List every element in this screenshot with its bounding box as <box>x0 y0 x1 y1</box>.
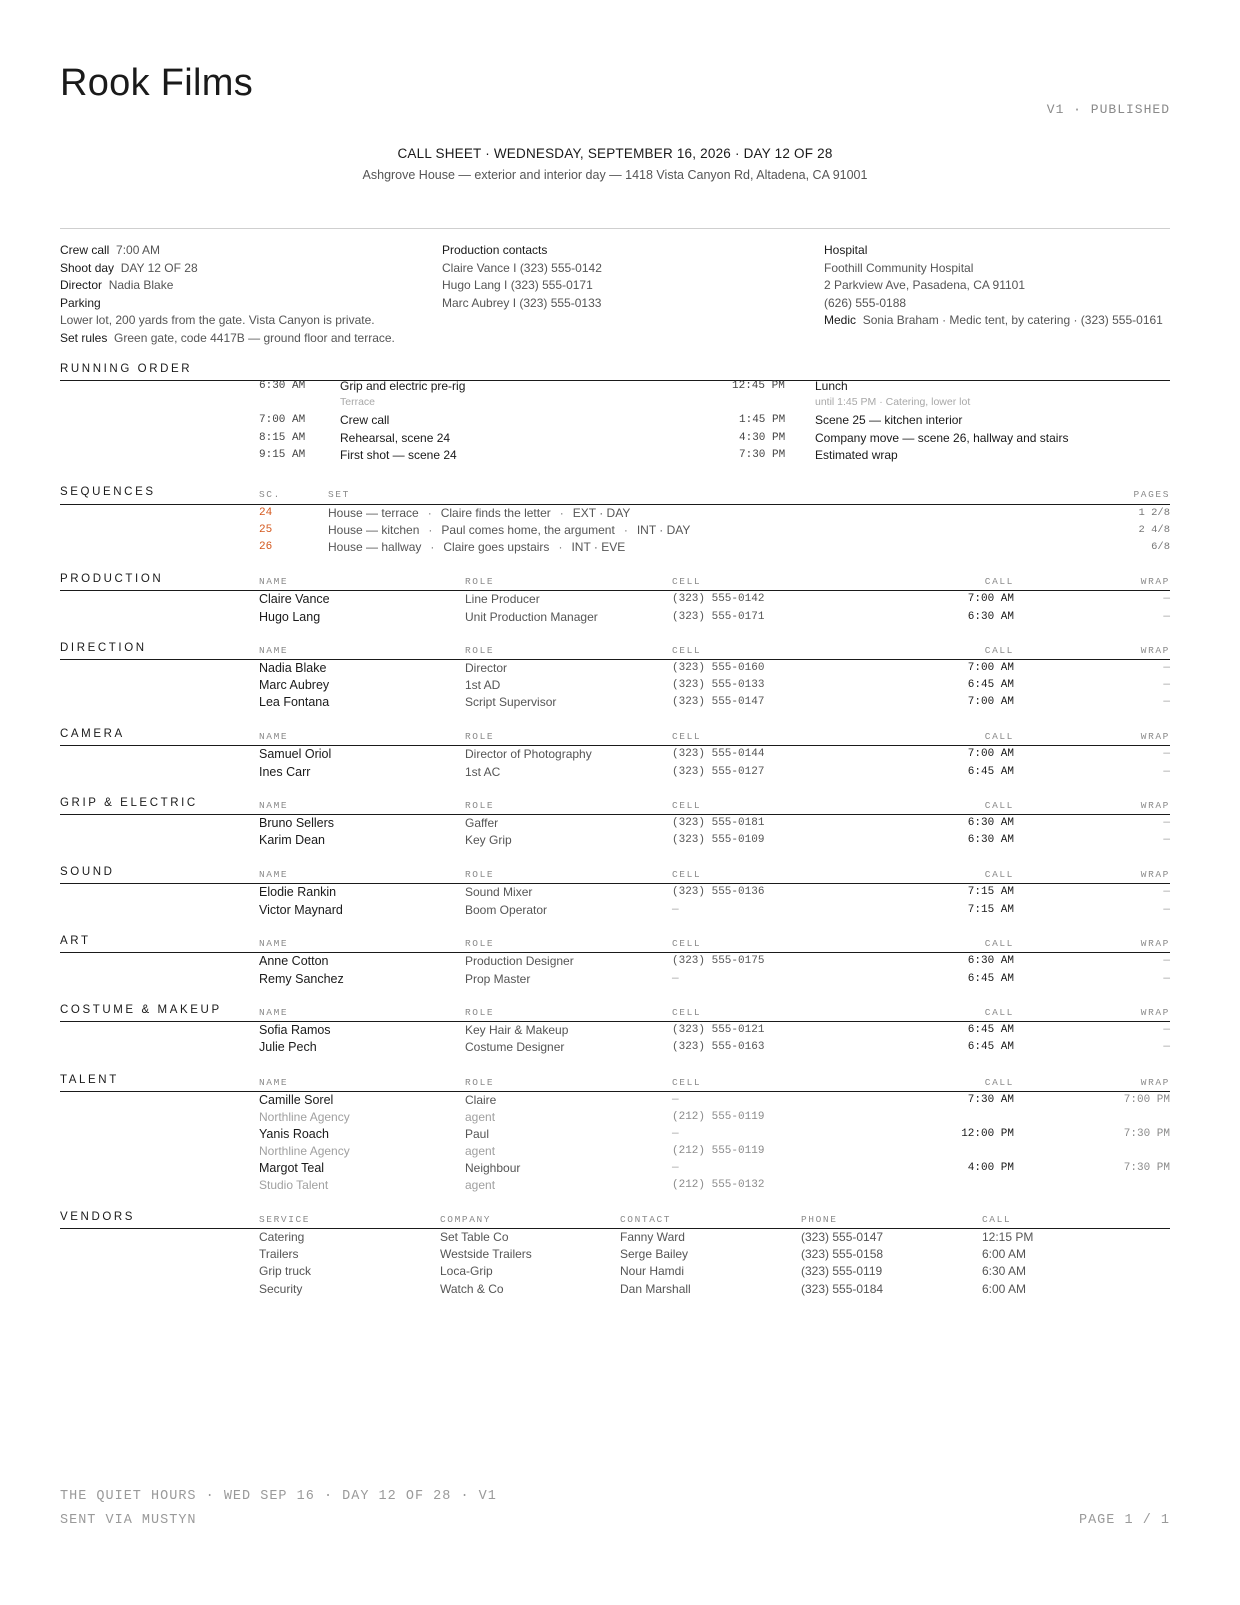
parking-value: Lower lot, 200 yards from the gate. Vista Canyon is private. <box>60 313 375 328</box>
call-header: CALL <box>984 645 1014 656</box>
scene-number: 26 <box>259 541 273 553</box>
department-production <box>60 573 1170 623</box>
hospital-info <box>824 242 1170 330</box>
phone-header: PHONE <box>801 1214 838 1225</box>
scene-number: 25 <box>259 524 273 536</box>
ro-event: Grip and electric pre-rig <box>340 379 466 393</box>
section-rule <box>60 814 1170 815</box>
crew-call: 7:00 AM <box>967 748 1014 760</box>
name-header: NAME <box>259 800 289 811</box>
vendor-phone: (323) 555-0119 <box>801 1264 883 1278</box>
talent-role: Paul <box>465 1127 490 1141</box>
scene-pages: 1 2/8 <box>1138 507 1170 519</box>
crew-name: Remy Sanchez <box>259 972 344 986</box>
talent-cell: — <box>672 1094 679 1106</box>
ro-event-note: Terrace <box>340 396 376 408</box>
wrap-header: WRAP <box>1140 1077 1170 1088</box>
scene-description: Claire goes upstairs <box>443 540 550 554</box>
crew-wrap: — <box>1163 679 1170 691</box>
talent-section <box>60 1074 1170 1194</box>
crew-wrap: — <box>1163 1041 1170 1053</box>
call-header: CALL <box>984 731 1014 742</box>
crew-call: 6:30 AM <box>967 611 1014 623</box>
name-header: NAME <box>259 731 289 742</box>
crew-role: Boom Operator <box>465 903 548 917</box>
hospital-name: Foothill Community Hospital <box>824 260 974 275</box>
agent-cell: (212) 555-0119 <box>672 1111 765 1123</box>
section-rule <box>60 952 1170 953</box>
talent-name: Margot Teal <box>259 1161 325 1175</box>
talent-call: 4:00 PM <box>967 1162 1014 1174</box>
wrap-header: WRAP <box>1140 938 1170 949</box>
talent-call: 12:00 PM <box>961 1128 1014 1140</box>
vendor-company: Watch & Co <box>440 1282 504 1296</box>
crew-name: Claire Vance <box>259 592 330 606</box>
crew-role: Key Grip <box>465 833 512 847</box>
role-header: ROLE <box>465 576 495 587</box>
call-header: CALL <box>984 1007 1014 1018</box>
talent-wrap: 7:30 PM <box>1123 1128 1170 1140</box>
crew-role: Gaffer <box>465 816 499 830</box>
crew-wrap: — <box>1163 766 1170 778</box>
crew-call: 7:15 AM <box>967 886 1014 898</box>
agent-role: agent <box>465 1178 496 1192</box>
call-sheet-page <box>60 0 1170 1605</box>
contact-item: Hugo Lang I (323) 555-0171 <box>442 278 593 293</box>
set-header: SET <box>328 489 350 500</box>
vendor-call: 6:00 AM <box>982 1247 1027 1261</box>
crew-cell: (323) 555-0175 <box>672 955 765 967</box>
vendor-service: Trailers <box>259 1247 299 1261</box>
name-header: NAME <box>259 1007 289 1018</box>
call-header: CALL <box>984 576 1014 587</box>
section-rule <box>60 745 1170 746</box>
company-header: COMPANY <box>440 1214 492 1225</box>
crew-call: 6:45 AM <box>967 1041 1014 1053</box>
agent-cell: (212) 555-0132 <box>672 1179 765 1191</box>
scene-pages: 6/8 <box>1151 541 1170 553</box>
crew-name: Ines Carr <box>259 765 311 779</box>
ro-event: Company move — scene 26, hallway and stairs <box>815 431 1069 445</box>
talent-wrap: 7:00 PM <box>1123 1094 1170 1106</box>
medic-label: Medic <box>824 313 857 328</box>
scene-number: 24 <box>259 507 273 519</box>
section-rule <box>60 590 1170 591</box>
talent-cell: — <box>672 1162 679 1174</box>
talent-cell: — <box>672 1128 679 1140</box>
set-rules-label: Set rules <box>60 330 108 345</box>
call-header: CALL <box>984 938 1014 949</box>
director-value: Nadia Blake <box>108 278 174 293</box>
crew-call: 6:45 AM <box>967 679 1014 691</box>
vendor-call: 12:15 PM <box>982 1230 1034 1244</box>
wrap-header: WRAP <box>1140 645 1170 656</box>
version-status: V1 · PUBLISHED <box>1046 102 1170 117</box>
contact-item: Marc Aubrey I (323) 555-0133 <box>442 295 602 310</box>
vendor-contact: Fanny Ward <box>620 1230 685 1244</box>
scene-description: Claire finds the letter <box>440 506 551 520</box>
ro-time: 4:30 PM <box>739 432 786 444</box>
section-rule <box>60 1021 1170 1022</box>
crew-cell: (323) 555-0121 <box>672 1024 765 1036</box>
crew-role: Script Supervisor <box>465 695 557 709</box>
name-header: NAME <box>259 938 289 949</box>
crew-wrap: — <box>1163 886 1170 898</box>
talent-agency: Northline Agency <box>259 1144 350 1158</box>
section-rule <box>60 659 1170 660</box>
role-header: ROLE <box>465 731 495 742</box>
page-number: PAGE 1 / 1 <box>1078 1513 1170 1528</box>
name-header: NAME <box>259 869 289 880</box>
crew-role: Production Designer <box>465 954 574 968</box>
wrap-header: WRAP <box>1140 731 1170 742</box>
ro-time: 7:00 AM <box>259 414 306 426</box>
talent-agency: Studio Talent <box>259 1178 329 1192</box>
talent-label: TALENT <box>60 1074 119 1086</box>
role-header: ROLE <box>465 869 495 880</box>
hospital-phone: (626) 555-0188 <box>824 295 907 310</box>
scene-set: House — hallway · Claire goes upstairs · INT · EVE <box>328 540 626 554</box>
cell-header: CELL <box>672 731 702 742</box>
crew-wrap: — <box>1163 696 1170 708</box>
cell-header: CELL <box>672 869 702 880</box>
crew-cell: (323) 555-0160 <box>672 662 765 674</box>
running-order-section <box>60 363 1170 473</box>
wrap-header: WRAP <box>1140 576 1170 587</box>
role-header: ROLE <box>465 1007 495 1018</box>
crew-cell: (323) 555-0171 <box>672 611 765 623</box>
set-rules-value: Green gate, code 4417B — ground floor and terrace. <box>114 330 395 345</box>
cell-header: CELL <box>672 576 702 587</box>
crew-name: Marc Aubrey <box>259 678 330 692</box>
section-rule <box>60 1091 1170 1092</box>
call-header: CALL <box>984 800 1014 811</box>
crew-cell: (323) 555-0147 <box>672 696 765 708</box>
sequences-section <box>60 486 1170 556</box>
vendor-service: Catering <box>259 1230 305 1244</box>
crew-wrap: — <box>1163 611 1170 623</box>
set-name: House — terrace <box>328 506 419 520</box>
crew-call: 7:00 AM <box>967 662 1014 674</box>
ro-event: Lunch <box>815 379 848 393</box>
talent-agency: Northline Agency <box>259 1110 350 1124</box>
contacts-label: Production contacts <box>442 243 548 257</box>
department-label: CAMERA <box>60 728 125 740</box>
hospital-label: Hospital <box>824 243 868 257</box>
crew-call: 6:45 AM <box>967 766 1014 778</box>
agent-role: agent <box>465 1110 496 1124</box>
crew-name: Samuel Oriol <box>259 747 332 761</box>
ro-time: 8:15 AM <box>259 432 306 444</box>
crew-wrap: — <box>1163 817 1170 829</box>
vendor-company: Set Table Co <box>440 1230 509 1244</box>
vendor-phone: (323) 555-0184 <box>801 1282 884 1296</box>
crew-wrap: — <box>1163 662 1170 674</box>
vendor-company: Loca-Grip <box>440 1264 493 1278</box>
name-header: NAME <box>259 1077 289 1088</box>
crew-name: Lea Fontana <box>259 695 330 709</box>
wrap-header: WRAP <box>1140 1007 1170 1018</box>
ro-time: 12:45 PM <box>732 380 785 392</box>
service-header: SERVICE <box>259 1214 311 1225</box>
running-order-label: RUNNING ORDER <box>60 363 193 375</box>
call-header: CALL <box>982 1214 1012 1225</box>
department-camera <box>60 728 1170 778</box>
crew-name: Karim Dean <box>259 833 325 847</box>
shoot-day-value: DAY 12 OF 28 <box>120 260 198 275</box>
ro-time: 9:15 AM <box>259 449 306 461</box>
department-sound <box>60 866 1170 916</box>
department-label: PRODUCTION <box>60 573 164 585</box>
section-rule <box>60 380 1170 381</box>
talent-role: Claire <box>465 1093 497 1107</box>
crew-cell: (323) 555-0163 <box>672 1041 765 1053</box>
section-rule <box>60 883 1170 884</box>
location-subtitle: Ashgrove House — exterior and interior day — 1418 Vista Canyon Rd, Altadena, CA 91001 <box>362 168 868 182</box>
department-label: DIRECTION <box>60 642 147 654</box>
crew-wrap: — <box>1163 904 1170 916</box>
department-grip-electric <box>60 797 1170 847</box>
vendor-company: Westside Trailers <box>440 1247 532 1261</box>
crew-wrap: — <box>1163 834 1170 846</box>
cell-header: CELL <box>672 1077 702 1088</box>
crew-cell: — <box>672 904 679 916</box>
sc-header: SC. <box>259 489 281 500</box>
scene-description: Paul comes home, the argument <box>441 523 615 537</box>
ro-time: 1:45 PM <box>739 414 786 426</box>
crew-call-value: 7:00 AM <box>116 243 161 257</box>
crew-call: 7:00 AM <box>967 696 1014 708</box>
crew-role: Line Producer <box>465 592 540 606</box>
scene-time: INT · EVE <box>571 540 626 554</box>
vendor-service: Security <box>259 1282 303 1296</box>
crew-wrap: — <box>1163 955 1170 967</box>
ro-event: Crew call <box>340 413 390 427</box>
crew-call: 6:45 AM <box>967 973 1014 985</box>
vendor-contact: Nour Hamdi <box>620 1264 685 1278</box>
crew-call: 6:30 AM <box>967 955 1014 967</box>
crew-cell: (323) 555-0136 <box>672 886 765 898</box>
crew-wrap: — <box>1163 748 1170 760</box>
vendor-phone: (323) 555-0158 <box>801 1247 884 1261</box>
department-label: SOUND <box>60 866 115 878</box>
talent-name: Yanis Roach <box>259 1127 329 1141</box>
medic-value: Sonia Braham · Medic tent, by catering · (323) 555-0161 <box>862 313 1163 328</box>
department-art <box>60 935 1170 985</box>
company-name: Rook Films <box>60 62 254 104</box>
ro-event: First shot — scene 24 <box>340 448 457 462</box>
vendor-contact: Dan Marshall <box>620 1282 691 1296</box>
crew-role: 1st AD <box>465 678 501 692</box>
wrap-header: WRAP <box>1140 800 1170 811</box>
vendors-label: VENDORS <box>60 1211 136 1223</box>
wrap-header: WRAP <box>1140 869 1170 880</box>
vendors-section <box>60 1211 1170 1301</box>
ro-time: 6:30 AM <box>259 380 306 392</box>
cell-header: CELL <box>672 645 702 656</box>
role-header: ROLE <box>465 1077 495 1088</box>
vendor-call: 6:30 AM <box>982 1264 1027 1278</box>
talent-role: Neighbour <box>465 1161 521 1175</box>
vendor-contact: Serge Bailey <box>620 1247 689 1261</box>
talent-name: Camille Sorel <box>259 1093 334 1107</box>
set-name: House — hallway <box>328 540 422 554</box>
vendor-call: 6:00 AM <box>982 1282 1027 1296</box>
ro-event: Scene 25 — kitchen interior <box>815 413 963 427</box>
ro-event-note: until 1:45 PM · Catering, lower lot <box>815 396 971 408</box>
contact-header: CONTACT <box>620 1214 672 1225</box>
section-rule <box>60 504 1170 505</box>
hospital-address: 2 Parkview Ave, Pasadena, CA 91101 <box>824 278 1026 293</box>
header-divider <box>60 228 1170 229</box>
crew-role: Director <box>465 661 508 675</box>
call-header: CALL <box>984 1077 1014 1088</box>
crew-cell: (323) 555-0133 <box>672 679 765 691</box>
crew-name: Sofia Ramos <box>259 1023 331 1037</box>
crew-name: Victor Maynard <box>259 903 343 917</box>
crew-name: Nadia Blake <box>259 661 327 675</box>
crew-name: Bruno Sellers <box>259 816 335 830</box>
call-sheet-title: CALL SHEET · WEDNESDAY, SEPTEMBER 16, 2026 · DAY 12 OF 28 <box>397 146 833 161</box>
general-info <box>60 242 440 348</box>
crew-call: 6:30 AM <box>967 817 1014 829</box>
call-header: CALL <box>984 869 1014 880</box>
talent-call: 7:30 AM <box>967 1094 1014 1106</box>
crew-wrap: — <box>1163 973 1170 985</box>
footer-production-line: THE QUIET HOURS · WED SEP 16 · DAY 12 OF 28 · V1 <box>60 1489 497 1504</box>
crew-cell: (323) 555-0142 <box>672 593 765 605</box>
crew-role: 1st AC <box>465 765 501 779</box>
shoot-day-label: Shoot day <box>60 260 115 275</box>
crew-cell: — <box>672 973 679 985</box>
crew-name: Hugo Lang <box>259 610 321 624</box>
department-label: COSTUME & MAKEUP <box>60 1004 222 1016</box>
vendor-phone: (323) 555-0147 <box>801 1230 884 1244</box>
crew-cell: (323) 555-0127 <box>672 766 765 778</box>
ro-event: Rehearsal, scene 24 <box>340 431 451 445</box>
footer-sent-via: SENT VIA MUSTYN <box>60 1513 197 1528</box>
ro-event: Estimated wrap <box>815 448 898 462</box>
name-header: NAME <box>259 576 289 587</box>
crew-call-label: Crew call <box>60 243 110 257</box>
crew-call: 6:30 AM <box>967 834 1014 846</box>
ro-time: 7:30 PM <box>739 449 786 461</box>
pages-header: PAGES <box>1133 489 1170 500</box>
scene-time: INT · DAY <box>636 523 691 537</box>
crew-role: Sound Mixer <box>465 885 533 899</box>
set-name: House — kitchen <box>328 523 420 537</box>
sequences-label: SEQUENCES <box>60 486 156 498</box>
crew-call: 6:45 AM <box>967 1024 1014 1036</box>
department-label: ART <box>60 935 91 947</box>
crew-wrap: — <box>1163 1024 1170 1036</box>
talent-wrap: 7:30 PM <box>1123 1162 1170 1174</box>
production-contacts <box>442 242 812 312</box>
cell-header: CELL <box>672 800 702 811</box>
director-label: Director <box>60 278 103 293</box>
contact-item: Claire Vance I (323) 555-0142 <box>442 260 602 275</box>
department-direction <box>60 642 1170 710</box>
parking-label: Parking <box>60 295 101 310</box>
cell-header: CELL <box>672 1007 702 1018</box>
crew-cell: (323) 555-0109 <box>672 834 765 846</box>
crew-role: Costume Designer <box>465 1040 565 1054</box>
crew-name: Julie Pech <box>259 1040 317 1054</box>
crew-name: Anne Cotton <box>259 954 329 968</box>
crew-call: 7:00 AM <box>967 593 1014 605</box>
scene-time: EXT · DAY <box>572 506 631 520</box>
agent-cell: (212) 555-0119 <box>672 1145 765 1157</box>
crew-role: Prop Master <box>465 972 531 986</box>
name-header: NAME <box>259 645 289 656</box>
crew-call: 7:15 AM <box>967 904 1014 916</box>
department-costume-makeup <box>60 1004 1170 1054</box>
scene-set: House — kitchen · Paul comes home, the argument · INT · DAY <box>328 523 691 537</box>
crew-name: Elodie Rankin <box>259 885 337 899</box>
role-header: ROLE <box>465 938 495 949</box>
role-header: ROLE <box>465 645 495 656</box>
crew-cell: (323) 555-0181 <box>672 817 765 829</box>
crew-role: Unit Production Manager <box>465 610 598 624</box>
scene-pages: 2 4/8 <box>1138 524 1170 536</box>
crew-role: Director of Photography <box>465 747 592 761</box>
cell-header: CELL <box>672 938 702 949</box>
crew-role: Key Hair & Makeup <box>465 1023 569 1037</box>
scene-set: House — terrace · Claire finds the letter · EXT · DAY <box>328 506 631 520</box>
crew-wrap: — <box>1163 593 1170 605</box>
section-rule <box>60 1228 1170 1229</box>
role-header: ROLE <box>465 800 495 811</box>
department-label: GRIP & ELECTRIC <box>60 797 198 809</box>
vendor-service: Grip truck <box>259 1264 312 1278</box>
crew-cell: (323) 555-0144 <box>672 748 765 760</box>
agent-role: agent <box>465 1144 496 1158</box>
